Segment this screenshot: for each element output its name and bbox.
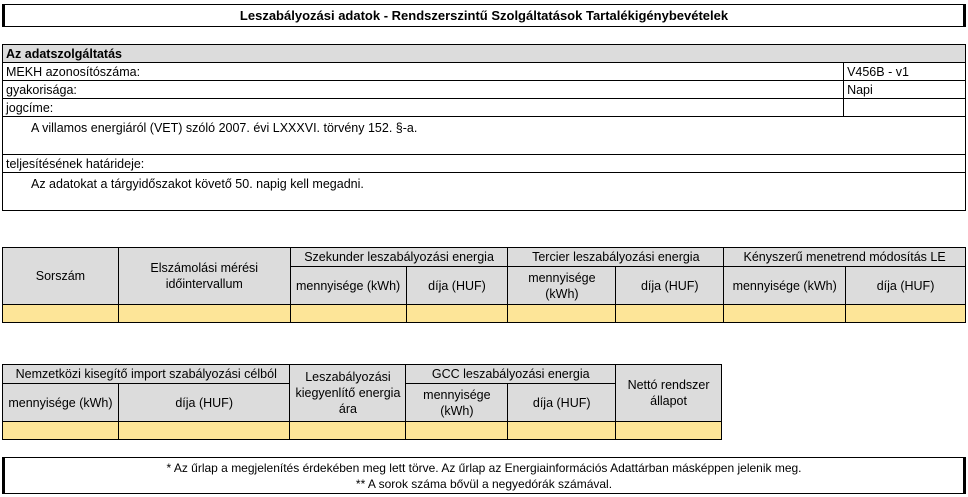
- reserve-table-2: [2, 364, 722, 440]
- group-gcc: GCC leszabályozási energia: [406, 365, 616, 384]
- sec-qty-header: mennyisége (kWh): [290, 267, 406, 305]
- footer-line-1: * Az űrlap a megjelenítés érdekében meg lett törve. Az űrlap az Energiainformációs Adattárban másképpen jelenik meg.: [166, 460, 802, 475]
- input-cell-gcc-qty[interactable]: [406, 422, 508, 440]
- group-forced: Kényszerű menetrend módosítás LE: [724, 248, 966, 267]
- info-table: [2, 44, 966, 211]
- mekh-value[interactable]: V456B - v1: [844, 63, 966, 81]
- deadline-text: Az adatokat a tárgyidőszakot követő 50. napig kell megadni.: [3, 173, 966, 211]
- col-interval: Elszámolási mérési időintervallum: [118, 248, 290, 305]
- input-cell-forced-fee[interactable]: [846, 305, 966, 323]
- page-title: [2, 4, 966, 27]
- col-sorszam: Sorszám: [3, 248, 119, 305]
- frequency-label: gyakorisága:: [3, 81, 844, 99]
- footer-line-2: ** A sorok száma bővül a negyedórák számával.: [355, 476, 613, 491]
- input-cell-net-state[interactable]: [616, 422, 722, 440]
- input-cell-gcc-fee[interactable]: [508, 422, 616, 440]
- col-balancing-price: Leszabályozási kiegyenlítő energia ára: [290, 365, 406, 422]
- input-cell-sorszam[interactable]: [3, 305, 119, 323]
- input-cell-intl-qty[interactable]: [3, 422, 119, 440]
- group-secondary: Szekunder leszabályozási energia: [290, 248, 508, 267]
- input-cell-ter-fee[interactable]: [616, 305, 724, 323]
- gcc-fee-header: díja (HUF): [508, 384, 616, 422]
- frequency-value[interactable]: Napi: [844, 81, 966, 99]
- input-cell-sec-fee[interactable]: [406, 305, 508, 323]
- group-intl-import: Nemzetközi kisegítő import szabályozási célból: [3, 365, 290, 384]
- input-cell-forced-qty[interactable]: [724, 305, 846, 323]
- input-cell-balancing[interactable]: [290, 422, 406, 440]
- gcc-qty-header: mennyisége (kWh): [406, 384, 508, 422]
- input-cell-interval[interactable]: [118, 305, 290, 323]
- table-row: [3, 305, 966, 323]
- sec-fee-header: díja (HUF): [406, 267, 508, 305]
- forced-qty-header: mennyisége (kWh): [724, 267, 846, 305]
- input-cell-intl-fee[interactable]: [118, 422, 290, 440]
- reserve-table-1: [2, 247, 966, 323]
- deadline-label: teljesítésének határideje:: [3, 155, 966, 173]
- section-header: Az adatszolgáltatás: [3, 45, 966, 63]
- legal-text: A villamos energiáról (VET) szóló 2007. évi LXXXVI. törvény 152. §-a.: [3, 117, 966, 155]
- ter-qty-header: mennyisége (kWh): [508, 267, 616, 305]
- intl-fee-header: díja (HUF): [118, 384, 290, 422]
- forced-fee-header: díja (HUF): [846, 267, 966, 305]
- input-cell-ter-qty[interactable]: [508, 305, 616, 323]
- intl-qty-header: mennyisége (kWh): [3, 384, 119, 422]
- col-net-state: Nettó rendszer állapot: [616, 365, 722, 422]
- input-cell-sec-qty[interactable]: [290, 305, 406, 323]
- mekh-label: MEKH azonosítószáma:: [3, 63, 844, 81]
- footer-note: [2, 457, 966, 494]
- page-title-text: Leszabályozási adatok - Rendszerszintű Szolgáltatások Tartalékigénybevételek: [239, 8, 729, 23]
- group-tertiary: Tercier leszabályozási energia: [508, 248, 724, 267]
- table-row: [3, 422, 722, 440]
- legal-label: jogcíme:: [3, 99, 844, 117]
- legal-empty-cell: [844, 99, 966, 117]
- ter-fee-header: díja (HUF): [616, 267, 724, 305]
